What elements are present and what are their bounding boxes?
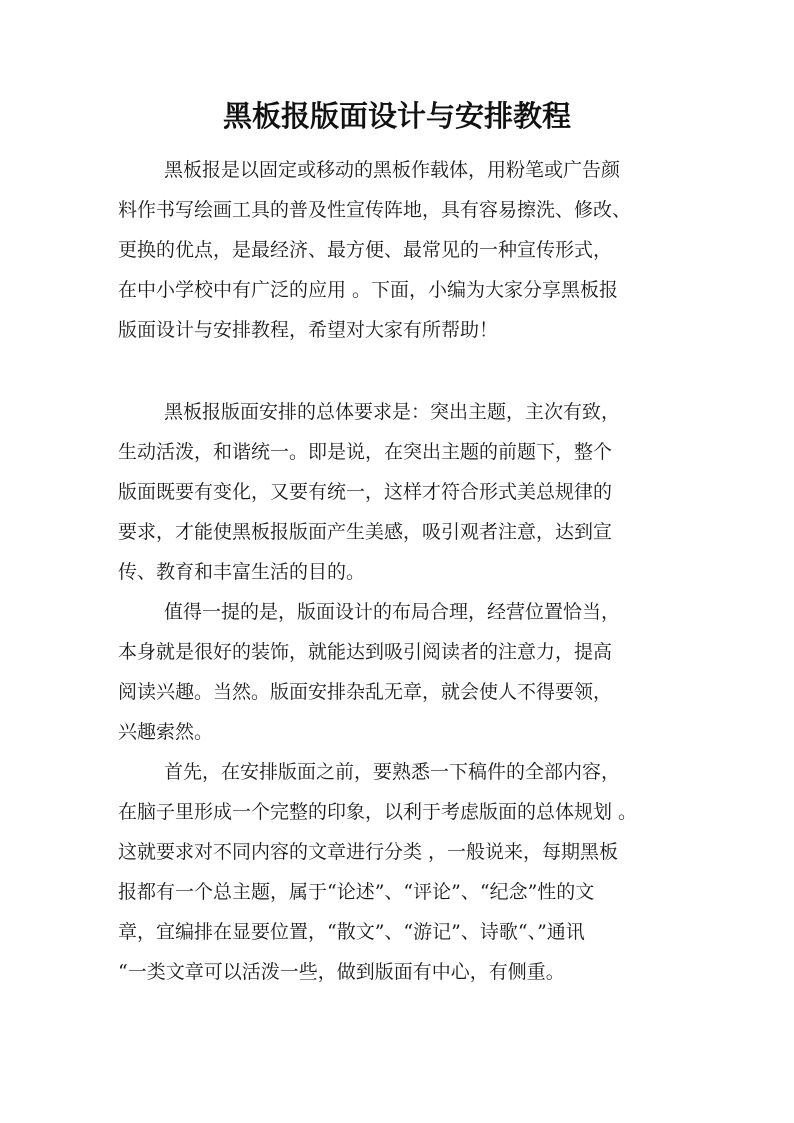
paragraph-line: 版面既要有变化，又要有统一，这样才符合形式美总规律的: [118, 481, 613, 503]
paragraph-spacer: [118, 350, 680, 392]
paragraph-line: 要求，才能使黑板报版面产生美感，吸引观者注意，达到宣: [118, 521, 613, 543]
paragraph-line: 首先，在安排版面之前，要熟悉一下稿件的全部内容，: [164, 761, 621, 783]
paragraph-line: 值得一提的是，版面设计的布局合理，经营位置恰当，: [164, 601, 621, 623]
paragraph-intro: [118, 150, 680, 350]
paragraph-line: 在中小学校中有广泛的应用 。下面，小编为大家分享黑板报: [118, 279, 619, 301]
paragraph-line: 版面设计与安排教程，希望对大家有所帮助！: [118, 319, 499, 341]
paragraph-line: 这就要求对不同内容的文章进行分类 ，一般说来，每期黑板: [118, 841, 619, 863]
paragraph-line: 阅读兴趣。当然。版面安排杂乱无章，就会使人不得要领，: [118, 681, 613, 703]
paragraph-line: 兴趣索然。: [118, 721, 214, 743]
paragraph-line: 报都有一个总主题，属于“论述”、“评论”、“纪念”性的文: [118, 881, 595, 903]
paragraph-line: 生动活泼，和谐统一。即是说，在突出主题的前题下，整个: [118, 441, 613, 463]
paragraph-first-step: [118, 752, 680, 992]
paragraph-line: 本身就是很好的装饰，就能达到吸引阅读者的注意力，提高: [118, 641, 613, 663]
paragraph-line: 料作书写绘画工具的普及性宣传阵地，具有容易擦洗、修改、: [118, 199, 632, 221]
paragraph-line: 更换的优点，是最经济、最方便、最常见的一种宣传形式，: [118, 239, 613, 261]
paragraph-line: 传、教育和丰富生活的目的。: [118, 561, 366, 583]
document-body: [118, 150, 680, 992]
paragraph-line: “一类文章可以活泼一些，做到版面有中心，有侧重。: [118, 961, 565, 983]
paragraph-line: 黑板报是以固定或移动的黑板作载体，用粉笔或广告颜: [164, 159, 621, 181]
paragraph-line: 在脑子里形成一个完整的印象，以利于考虑版面的总体规划 。: [118, 801, 638, 823]
paragraph-overall-requirements: [118, 392, 680, 592]
paragraph-line: 黑板报版面安排的总体要求是：突出主题，主次有致，: [164, 401, 621, 423]
document-title: 黑板报版面设计与安排教程: [222, 99, 571, 133]
paragraph-layout-value: [118, 592, 680, 752]
paragraph-line: 章，宜编排在显要位置，“散文”、“游记”、诗歌“、”通讯: [118, 921, 585, 943]
